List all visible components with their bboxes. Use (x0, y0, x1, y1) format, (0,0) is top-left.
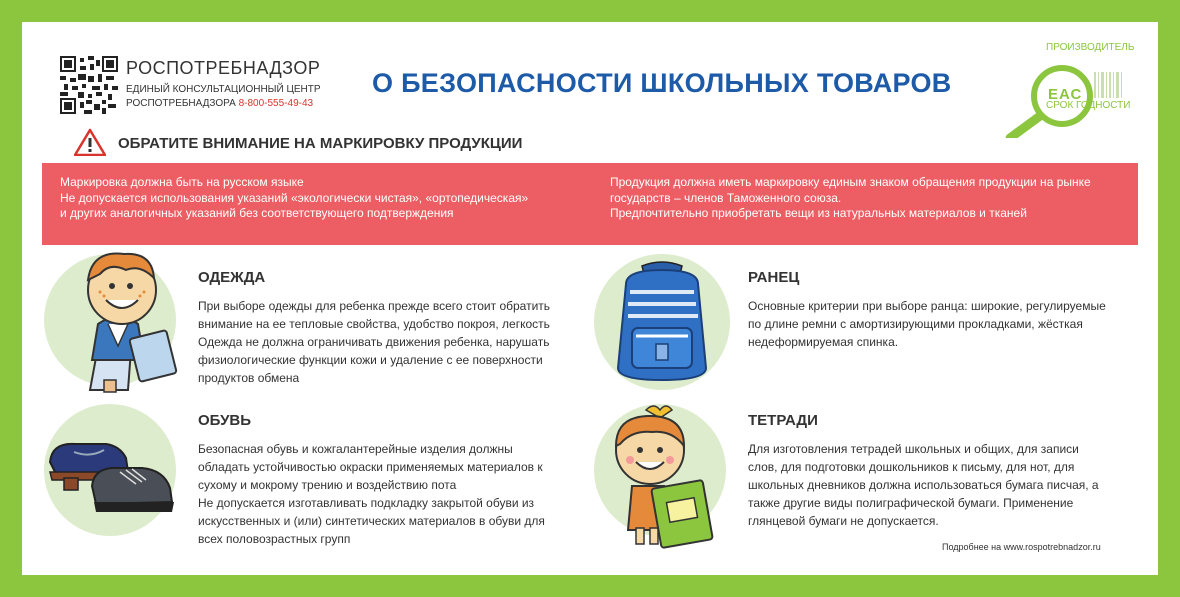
clothes-text-line: Одежда не должна ограничивать движения ребенка, нарушать (198, 335, 550, 349)
notebooks-text-line: Для изготовления тетрадей школьных и общих, для записи (748, 442, 1079, 456)
shoes-text-line: обладать устойчивостью окраски применяемых материалов к (198, 460, 543, 474)
notebooks-text-line: слов, для подготовки дошкольников к письму, для нот, для (748, 460, 1075, 474)
warning-title: ОБРАТИТЕ ВНИМАНИЕ НА МАРКИРОВКУ ПРОДУКЦИИ (118, 135, 523, 152)
backpack-icon (606, 258, 718, 386)
clothes-text-line: внимание на ее тепловые свойства, удобство покроя, легкость (198, 317, 550, 331)
clothes-title: ОДЕЖДА (198, 269, 266, 286)
backpack-title: РАНЕЦ (748, 269, 800, 286)
boy-icon (70, 240, 180, 395)
shoes-text (198, 440, 545, 548)
shoes-text-line: сухому и мокрому трению и воздействию пота (198, 478, 457, 492)
clothes-text-line: физиологические функции кожи и удаление с ее поверхности (198, 353, 543, 367)
shoes-text-line: всех половозрастных групп (198, 532, 351, 546)
shoes-icon (46, 422, 176, 522)
clothes-text-line: При выборе одежды для ребенка прежде всего стоит обратить (198, 299, 551, 313)
org-subtitle-2: РОСПОТРЕБНАДЗОРА (126, 98, 236, 109)
shoes-text-line: Безопасная обувь и кожгалантерейные изделия должны (198, 442, 513, 456)
qr-code-icon (60, 56, 118, 114)
poster (22, 22, 1158, 575)
clothes-text (198, 297, 550, 387)
band-left-column (60, 175, 580, 222)
notebooks-title: ТЕТРАДИ (748, 412, 818, 429)
footer-website-link[interactable]: Подробнее на www.rospotrebnadzor.ru (942, 542, 1101, 552)
org-name: РОСПОТРЕБНАДЗОР (126, 58, 321, 78)
shoes-title: ОБУВЬ (198, 412, 252, 429)
org-subtitle-phone-line (126, 98, 313, 109)
clothes-text-line: продуктов обмена (198, 371, 300, 385)
band-text-line: Не допускается использования указаний «экологически чистая», «ортопедическая» (60, 190, 529, 205)
notebooks-text (748, 440, 1099, 530)
girl-icon (592, 400, 722, 550)
eac-producer-label: ПРОИЗВОДИТЕЛЬ (1046, 42, 1135, 53)
band-text-line: Продукция должна иметь маркировку единым знаком обращения продукции на рынке (610, 175, 1091, 189)
page-title: О БЕЗОПАСНОСТИ ШКОЛЬНЫХ ТОВАРОВ (372, 68, 952, 98)
eac-expiry-label: СРОК ГОДНОСТИ (1046, 100, 1131, 111)
eac-logo (990, 42, 1140, 138)
shoes-text-line: искусственных и (или) синтетических материалов в обуви для (198, 514, 545, 528)
labeling-info-band (42, 163, 1138, 245)
band-right-column (610, 175, 1130, 222)
backpack-text (748, 297, 1106, 351)
band-text-line: Предпочтительно приобретать вещи из натуральных материалов и тканей (610, 206, 1027, 220)
band-text-line: Маркировка должна быть на русском языке (60, 175, 304, 189)
backpack-text-line: Основные критерии при выборе ранца: широкие, регулируемые (748, 299, 1106, 313)
warning-icon (74, 128, 106, 156)
notebooks-text-line: школьных дневников должна использоваться бумага писчая, а (748, 478, 1099, 492)
notebooks-text-line: глянцевой бумаги не допускается. (748, 514, 939, 528)
notebooks-text-line: также другие виды полиграфической бумаги. Применение (748, 496, 1074, 510)
shoes-text-line: Не допускается изготавливать подкладку закрытой обуви из (198, 496, 535, 510)
band-text-line: государств – членов Таможенного союза. (610, 190, 842, 205)
org-subtitle: ЕДИНЫЙ КОНСУЛЬТАЦИОННЫЙ ЦЕНТР (126, 84, 321, 95)
hotline-phone: 8-800-555-49-43 (238, 98, 314, 109)
eac-mark: ЕАС (1048, 86, 1083, 103)
backpack-text-line: недеформируемая спинка. (748, 335, 899, 349)
backpack-text-line: по длине ремни с амортизирующими прокладками, жёсткая (748, 317, 1083, 331)
band-text-line: и других аналогичных указаний без соответствующего подтверждения (60, 206, 454, 220)
